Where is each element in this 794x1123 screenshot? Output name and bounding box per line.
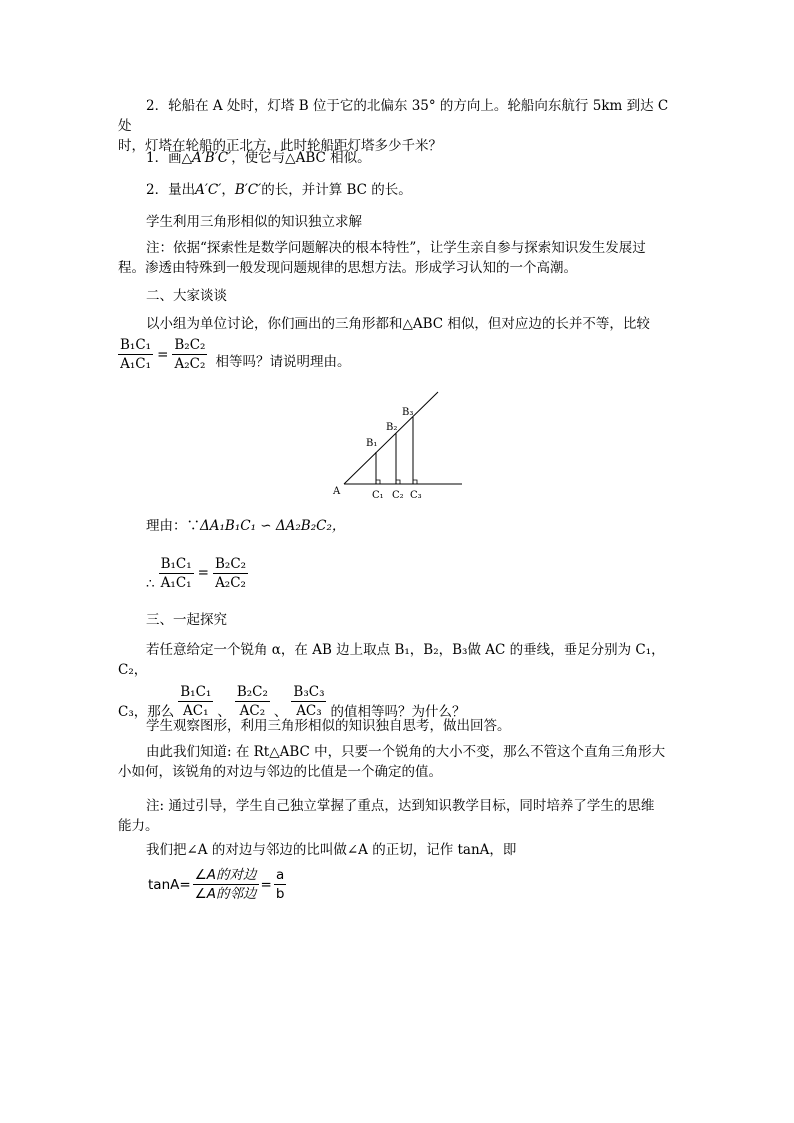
tangent-ratio-fraction <box>193 866 259 903</box>
fraction-b2c2-a2c2 <box>172 336 207 373</box>
equals-sign: = <box>157 346 169 363</box>
c3-prefix: C₃，那么 <box>118 704 175 720</box>
section-3-knowledge <box>118 742 678 782</box>
fraction-denominator: A₂C₂ <box>174 356 206 372</box>
section-3-line-1: 若任意给定一个锐角 α，在 AB 边上取点 B₁，B₂，B₃做 AC 的垂线，垂足分别为 C₁，C₂， <box>118 642 665 678</box>
fraction-denominator: A₁C₁ <box>120 356 151 372</box>
tangent-lhs: tanA= <box>148 876 191 893</box>
task-2 <box>118 180 678 200</box>
fraction-b3c3-ac3 <box>291 683 326 720</box>
tangent-formula <box>148 866 708 903</box>
fraction-b1c1-a1c1 <box>159 555 194 592</box>
therefore-symbol: ∴ <box>146 576 155 592</box>
task-2-prefix: 2．量出 <box>146 182 196 198</box>
section-3-body <box>118 640 678 722</box>
fraction-numerator: B₃C₃ <box>293 683 325 700</box>
task-1-suffix: ，使它与△ABC 相似。 <box>231 150 371 166</box>
problem-2-line-1: 2．轮船在 A 处时，灯塔 B 位于它的北偏东 35° 的方向上。轮船向东航行 5km 到达 C 处 <box>118 98 669 134</box>
fraction-denominator: ∠A的邻边 <box>194 886 257 902</box>
label-c3: C₃ <box>410 490 422 501</box>
fraction-numerator: B₂C₂ <box>174 337 206 353</box>
fraction-numerator: B₂C₂ <box>214 555 247 572</box>
task-2-segment-1: A′C′ <box>195 182 222 198</box>
fraction-denominator: AC₁ <box>183 702 209 719</box>
knowledge-line-1: 由此我们知道: 在 Rt△ABC 中，只要一个锐角的大小不变，那么不管这个直角三角形大 <box>146 744 666 760</box>
solve-note <box>118 212 678 232</box>
fraction-denominator: AC₂ <box>239 702 266 719</box>
task-1-prefix: 1．画△ <box>146 150 192 166</box>
tangent-definition-text: 我们把∠A 的对边与邻边的比叫做∠A 的正切，记作 tanA，即 <box>146 842 517 858</box>
fraction-numerator: B₁C₁ <box>160 555 192 572</box>
reason-prefix: 理由：∵ <box>146 518 200 534</box>
fraction-b1c1-a1c1 <box>118 336 153 373</box>
fraction-numerator: ∠A的对边 <box>194 867 257 883</box>
label-b2: B₂ <box>386 422 398 433</box>
note-1-line-2: 程。渗透由特殊到一般发现问题规律的思想方法。形成学习认知的一个高潮。 <box>118 260 577 276</box>
separator: 、 <box>273 704 288 720</box>
fraction-denominator: AC₃ <box>296 702 322 719</box>
fraction-denominator: A₁C₁ <box>160 574 192 591</box>
fraction-b2c2-ac2 <box>235 683 270 720</box>
section-2-title <box>118 286 678 306</box>
equals-sign: = <box>260 876 272 893</box>
knowledge-line-2: 小如何，该锐角的对边与邻边的比值是一个确定的值。 <box>118 764 442 780</box>
note-2 <box>118 796 678 836</box>
section-3-title <box>118 610 678 630</box>
note-2-line-1: 注: 通过引导，学生自己独立掌握了重点，达到知识教学目标，同时培养了学生的思维 <box>146 798 655 814</box>
hypotenuse-line-ab <box>344 392 438 484</box>
section-2-question: 相等吗？请说明理由。 <box>215 353 351 370</box>
fraction-numerator: B₂C₂ <box>236 683 268 700</box>
problem-2 <box>118 96 678 156</box>
label-a: A <box>333 486 341 497</box>
fraction-numerator: B₁C₁ <box>180 683 212 700</box>
section-3-observe <box>118 716 678 736</box>
solve-note-text: 学生利用三角形相似的知识独立求解 <box>146 214 362 230</box>
similar-triangles-figure <box>330 388 470 503</box>
equals-sign: = <box>197 565 209 581</box>
section-3-heading: 三、一起探究 <box>146 612 227 628</box>
task-2-segment-2: B′C′ <box>234 182 262 198</box>
fraction-b1c1-ac1 <box>178 683 213 720</box>
label-c2: C₂ <box>392 490 404 501</box>
reason-line <box>118 516 678 536</box>
right-angle-mark-c2 <box>396 480 400 484</box>
section-2-body <box>118 314 678 373</box>
tangent-ab-fraction <box>274 866 287 903</box>
observe-text: 学生观察图形，利用三角形相似的知识独自思考，做出回答。 <box>146 718 511 734</box>
label-c1: C₁ <box>372 490 384 501</box>
right-angle-mark-c1 <box>376 480 380 484</box>
reason-conclusion <box>146 552 706 594</box>
label-b3: B₃ <box>402 407 414 418</box>
section-3-question: 的值相等吗？为什么？ <box>330 704 466 720</box>
task-1-triangle: A′B′C′ <box>191 150 232 166</box>
right-angle-mark-c3 <box>413 480 417 484</box>
note-1-line-1: 注：依据“探索性是数学问题解决的根本特性”，让学生亲自参与探索知识发生发展过 <box>146 240 646 256</box>
note-2-line-2: 能力。 <box>118 818 159 834</box>
reason-similarity: ΔA₁B₁C₁ ∽ ΔA₂B₂C₂， <box>200 518 346 534</box>
task-1 <box>118 148 678 168</box>
label-b1: B₁ <box>366 438 378 449</box>
section-2-line-1: 以小组为单位讨论，你们画出的三角形都和△ABC 相似，但对应边的长并不等，比较 <box>146 316 650 332</box>
tangent-definition <box>118 840 678 860</box>
fraction-numerator: a <box>274 866 287 885</box>
fraction-denominator: b <box>275 886 285 902</box>
separator: 、 <box>217 704 231 720</box>
note-1 <box>118 238 678 278</box>
task-2-separator: ， <box>221 182 235 198</box>
fraction-denominator: A₂C₂ <box>215 574 246 591</box>
section-2-heading: 二、大家谈谈 <box>146 288 227 304</box>
fraction-numerator: B₁C₁ <box>120 337 152 353</box>
problem-2-line-2: 时，灯塔在轮船的正北方，此时轮船距灯塔多少千米？ <box>118 138 442 154</box>
fraction-b2c2-a2c2 <box>213 555 248 592</box>
task-2-suffix: 的长，并计算 BC 的长。 <box>261 182 412 198</box>
